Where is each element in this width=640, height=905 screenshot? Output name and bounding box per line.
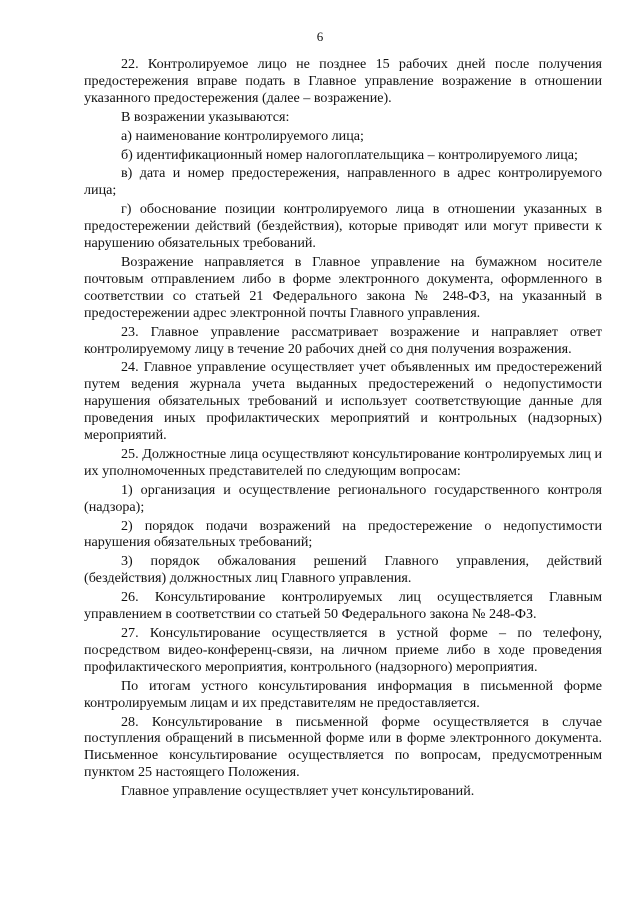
paragraph-22: 22. Контролируемое лицо не позднее 15 рабочих дней после получения предостережения вправе подать в Главное управление возражение в отношении указанного предостережения (далее – возражение). (84, 56, 602, 106)
document-body (84, 56, 602, 800)
page-number: 6 (316, 29, 324, 44)
list-item-a: а) наименование контролируемого лица; (121, 127, 364, 144)
list-item-g: г) обоснование позиции контролируемого лица в отношении указанных в предостережении действий (бездействия), которые приводят или могут привести к нарушению обязательных требований. (84, 201, 602, 252)
paragraph-consultation-record: Главное управление осуществляет учет консультирований. (121, 783, 475, 800)
list-item-b: б) идентификационный номер налогоплательщика – контролируемого лица; (121, 146, 578, 163)
paragraph-objection-contents-intro: В возражении указываются: (121, 108, 290, 125)
list-item-2: 2) порядок подачи возражений на предостережение о недопустимости нарушения обязательных требований; (84, 517, 602, 551)
paragraph-objection-submission: Возражение направляется в Главное управление на бумажном носителе почтовым отправлением либо в форме электронного документа, оформленного в соответствии со статьей 21 Федерального закона № 248-ФЗ, на указанный в предостережении адрес электронной почты Главного управления. (84, 253, 602, 321)
paragraph-26: 26. Консультирование контролируемых лиц осуществляется Главным управлением в соответствии со статьей 50 Федерального закона № 248-ФЗ. (84, 589, 602, 623)
paragraph-28: 28. Консультирование в письменной форме осуществляется в случае поступления обращений в письменной форме или в форме электронного документа. Письменное консультирование осуществляется по вопросам, предусмотренным пунктом 25 настоящего Положения. (84, 713, 602, 781)
paragraph-oral-consultation-result: По итогам устного консультирования информация в письменной форме контролируемым лицам и их представителям не предоставляется. (84, 677, 602, 711)
list-item-3: 3) порядок обжалования решений Главного управления, действий (бездействия) должностных лиц Главного управления. (84, 553, 602, 587)
paragraph-24: 24. Главное управление осуществляет учет объявленных им предостережений путем ведения журнала учета выданных предостережений о недопустимости нарушения обязательных требований и использует соответствующие данные для проведения иных профилактических мероприятий и контрольных (надзорных) мероприятий. (84, 359, 602, 444)
list-item-v: в) дата и номер предостережения, направленного в адрес контролируемого лица; (84, 165, 602, 199)
paragraph-25: 25. Должностные лица осуществляют консультирование контролируемых лиц и их уполномоченных представителей по следующим вопросам: (84, 445, 602, 479)
paragraph-27: 27. Консультирование осуществляется в устной форме – по телефону, посредством видео-конференц-связи, на личном приеме либо в ходе проведения профилактического мероприятия, контрольного (надзорного) мероприятия. (84, 625, 602, 675)
list-item-1: 1) организация и осуществление регионального государственного контроля (надзора); (84, 481, 602, 515)
paragraph-23: 23. Главное управление рассматривает возражение и направляет ответ контролируемому лицу в течение 20 рабочих дней со дня получения возражения. (84, 323, 602, 357)
